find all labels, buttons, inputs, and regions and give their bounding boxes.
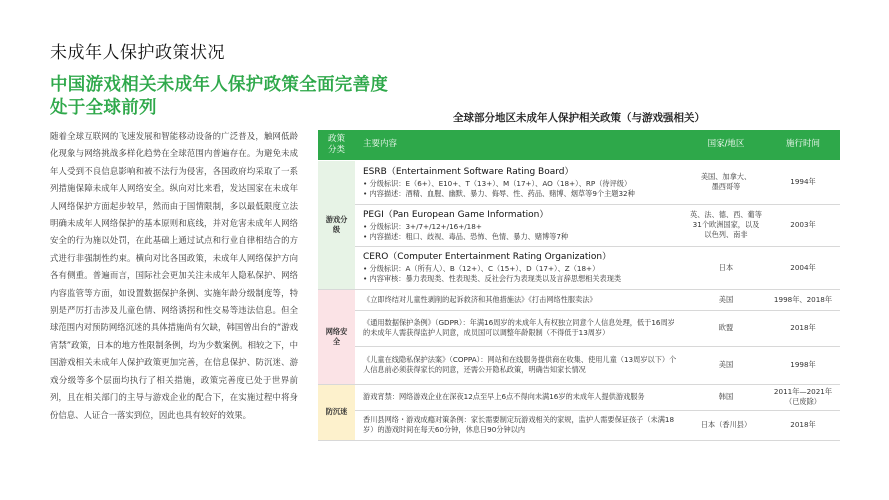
table-row [318, 246, 840, 289]
header-time: 施行时间 [766, 130, 840, 160]
region-cell: 英、法、德、西、葡等31个欧洲国家，以及以色列、南非 [686, 204, 766, 246]
time-cell: 1998年 [766, 346, 840, 384]
headline: 中国游戏相关未成年人保护政策全面完善度处于全球前列 [50, 75, 389, 118]
content-cell [355, 160, 686, 204]
region-cell: 日本 [686, 246, 766, 289]
rating-system-name: ESRB（Entertainment Software Rating Board） [363, 166, 574, 177]
table-title: 全球部分地区未成年人保护相关政策（与游戏强相关） [453, 112, 705, 124]
content-cell: 游戏宵禁：网络游戏企业在深夜12点至早上6点不得向未满16岁的未成年人提供游戏服务 [355, 384, 686, 410]
time-cell: 2018年 [766, 310, 840, 346]
region-cell: 韩国 [686, 384, 766, 410]
category-network-safety: 网络安全 [318, 289, 355, 384]
content-cell: 《儿童在线隐私保护法案》（COPPA）：网站和在线服务提供商在收集、使用儿童（13周岁以下）个人信息前必须获得家长的同意，还需公开隐私政策，明确告知家长情况 [355, 346, 686, 384]
header-category: 政策分类 [318, 130, 355, 160]
category-anti-addiction: 防沉迷 [318, 384, 355, 440]
region-cell: 欧盟 [686, 310, 766, 346]
category-game-rating: 游戏分级 [318, 160, 355, 289]
rating-labels: • 分级标识：3+/7+/12+/16+/18+ [363, 222, 680, 232]
rating-system-name: PEGI（Pan European Game Information） [363, 209, 549, 220]
rating-system-name: CERO（Computer Entertainment Rating Organization） [363, 252, 612, 262]
rating-descriptors: • 内容审核：暴力表现类、性表现类、反社会行为表现类以及言辞思想相关表现类 [363, 274, 680, 284]
table-header-row [318, 130, 840, 160]
table-row [318, 160, 840, 204]
rating-descriptors: • 内容描述：酒精、血腥、幽默、暴力、侮辱、性、药品、赌博、烟草等9个主题32种 [363, 189, 680, 199]
time-cell: 1998年、2018年 [766, 289, 840, 310]
time-cell: 2018年 [766, 410, 840, 440]
content-cell: 香川县网络・游戏成瘾对策条例：家长需要制定玩游戏相关的家规，监护人需要保证孩子（未满18岁）的游戏时间在每天60分钟，休息日90分钟以内 [355, 410, 686, 440]
table-row [318, 410, 840, 440]
page-title: 未成年人保护政策状况 [50, 43, 225, 63]
table-row [318, 204, 840, 246]
rating-labels: • 分级标识：A（所有人）、B（12+）、C（15+）、D（17+）、Z（18+） [363, 264, 680, 274]
rating-descriptors: • 内容描述：粗口、歧视、毒品、恐怖、色情、暴力、赌博等7种 [363, 232, 680, 242]
time-cell: 2011年—2021年（已废除） [766, 384, 840, 410]
table-row [318, 289, 840, 310]
time-cell: 2003年 [766, 204, 840, 246]
content-cell [355, 246, 686, 289]
content-cell: 《立即终结对儿童性剥削的起诉救济和其他措施法》《打击网络性服卖法》 [355, 289, 686, 310]
table-row [318, 310, 840, 346]
region-cell: 美国 [686, 289, 766, 310]
region-cell: 美国 [686, 346, 766, 384]
policy-table [318, 130, 840, 441]
table-row [318, 346, 840, 384]
table-row [318, 384, 840, 410]
region-cell: 日本（香川县） [686, 410, 766, 440]
time-cell: 2004年 [766, 246, 840, 289]
region-cell: 美国、加拿大、墨西哥等 [686, 160, 766, 204]
header-region: 国家/地区 [686, 130, 766, 160]
content-cell: 《通用数据保护条例》（GDPR）：年满16周岁的未成年人有权独立同意个人信息处理，低于16周岁的未成年人需获得监护人同意，成员国可以调整年龄限制（不得低于13周岁） [355, 310, 686, 346]
time-cell: 1994年 [766, 160, 840, 204]
content-cell [355, 204, 686, 246]
header-content: 主要内容 [355, 130, 686, 160]
rating-labels: • 分级标识：E（6+）、E10+、T（13+）、M（17+）、AO（18+）、RP（待评级） [363, 179, 680, 189]
body-paragraph: 随着全球互联网的飞速发展和智能移动设备的广泛普及，触网低龄化现象与网络挑战多样化趋势在全球范围内普遍存在。为避免未成年人受到不良信息影响和被不法行为侵害，各国政府均采取了一系列措施保障未成年人网络安全。纵向对比来看，发达国家在未成年人网络保护方面起步较早，然而由于国情限制，多以最低限度立法明确未成年人网络保护的基本原则和底线，并对危害未成年人网络安全的行为施以处罚，在此基础上通过试点和行业自律相结合的方式进行非强制性约束。横向对比各国政策，未成年人网络保护方向各有侧重。普遍而言，国际社会更加关注未成年人隐私保护、网络内容监管等方面，如设置数据保护条例、实施年龄分级制度等，特别是严厉打击涉及儿童色情、网络诱拐和性交易等违法信息。但全球范围内对预防网络沉迷的具体措施尚有欠缺，韩国曾出台的“游戏宵禁”政策，日本的地方性限制条例，均为少数案例。相较之下，中国游戏相关未成年人保护政策更加完善，在信息保护、防沉迷、游戏分级等多个层面均执行了相关措施，政策完善度已处于世界前列，且在相关部门的主导与游戏企业的配合下，在实施过程中将身份信息、人证合一落实到位，因此也具有较好的效果。 [50, 131, 298, 420]
